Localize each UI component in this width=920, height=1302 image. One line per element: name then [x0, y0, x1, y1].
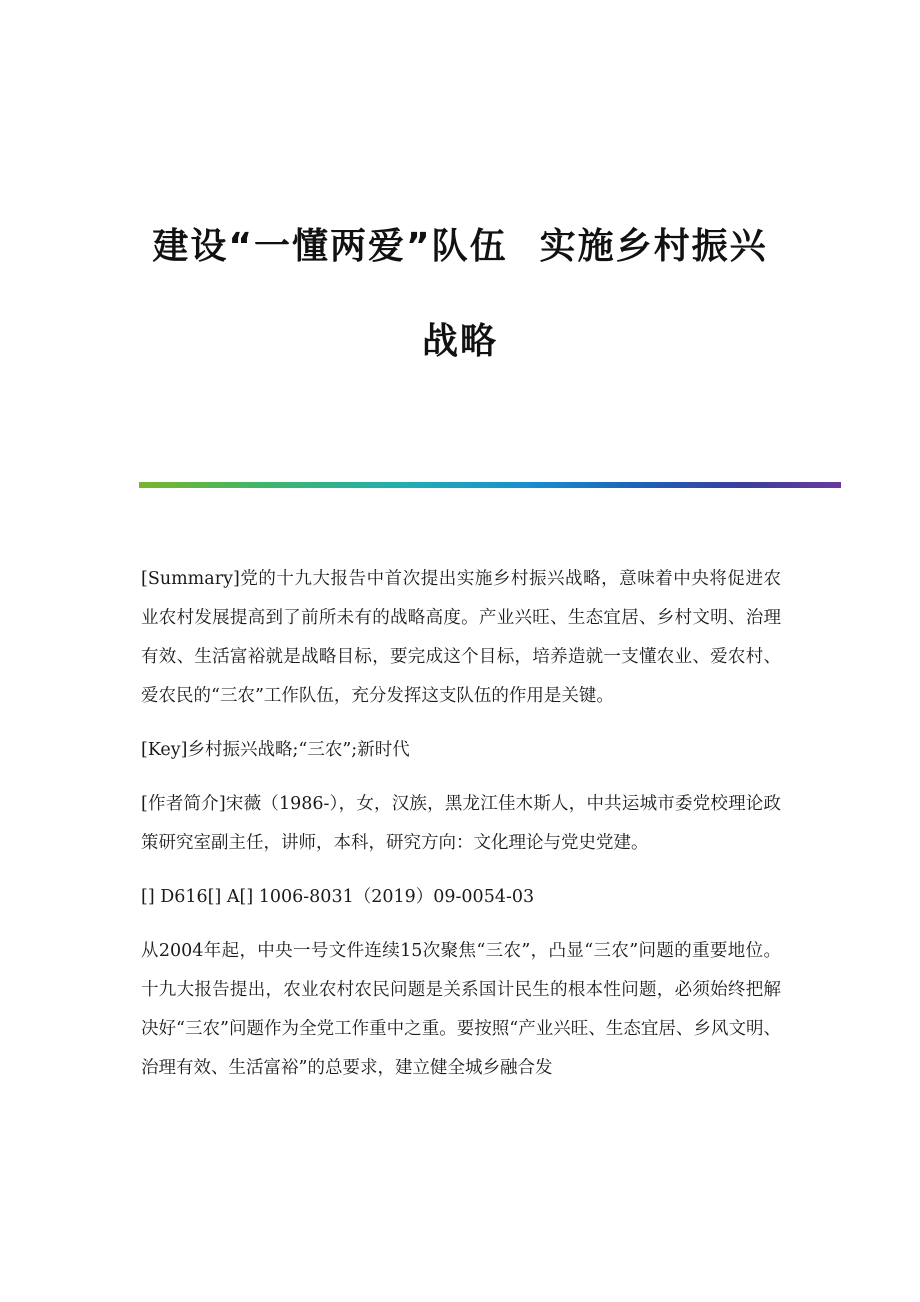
document-title [100, 218, 820, 269]
title-part2: 实施乡村振兴 [539, 226, 768, 267]
title-part1: 建设“一懂两爱”队伍 [152, 226, 508, 267]
gradient-divider [139, 482, 841, 488]
summary-paragraph [141, 560, 781, 716]
keywords-text: 乡村振兴战略;“三农”;新时代 [187, 740, 410, 760]
author-paragraph [141, 785, 781, 863]
document-title-line2: 战略 [421, 321, 498, 362]
summary-text: 党的十九大报告中首次提出实施乡村振兴战略，意味着中央将促进农业农村发展提高到了前所未有的战略高度。产业兴旺、生态宜居、乡村文明、治理有效、生活富裕就是战略目标，要完成这个目标，培养造就一支懂农业、爱农村、爱农民的“三农”工作队伍，充分发挥这支队伍的作用是关键。 [141, 569, 781, 706]
keywords-label: [Key] [141, 740, 188, 760]
author-label: [作者简介] [141, 794, 226, 814]
document-body [141, 560, 781, 1103]
summary-label: [Summary] [141, 569, 240, 589]
intro-paragraph: 从2004年起，中央一号文件连续15次聚焦“三农”，凸显“三农”问题的重要地位。十九大报告提出，农业农村农民问题是关系国计民生的根本性问题，必须始终把解决好“三农”问题作为全党工作重中之重。要按照“产业兴旺、生态宜居、乡风文明、治理有效、生活富裕”的总要求，建立健全城乡融合发 [141, 941, 781, 1078]
keywords-paragraph [141, 731, 781, 770]
author-text: 宋薇（1986-），女，汉族，黑龙江佳木斯人，中共运城市委党校理论政策研究室副主任，讲师，本科，研究方向：文化理论与党史党建。 [141, 794, 782, 853]
classification-line: [] D616[] A[] 1006-8031（2019）09-0054-03 [141, 887, 535, 907]
